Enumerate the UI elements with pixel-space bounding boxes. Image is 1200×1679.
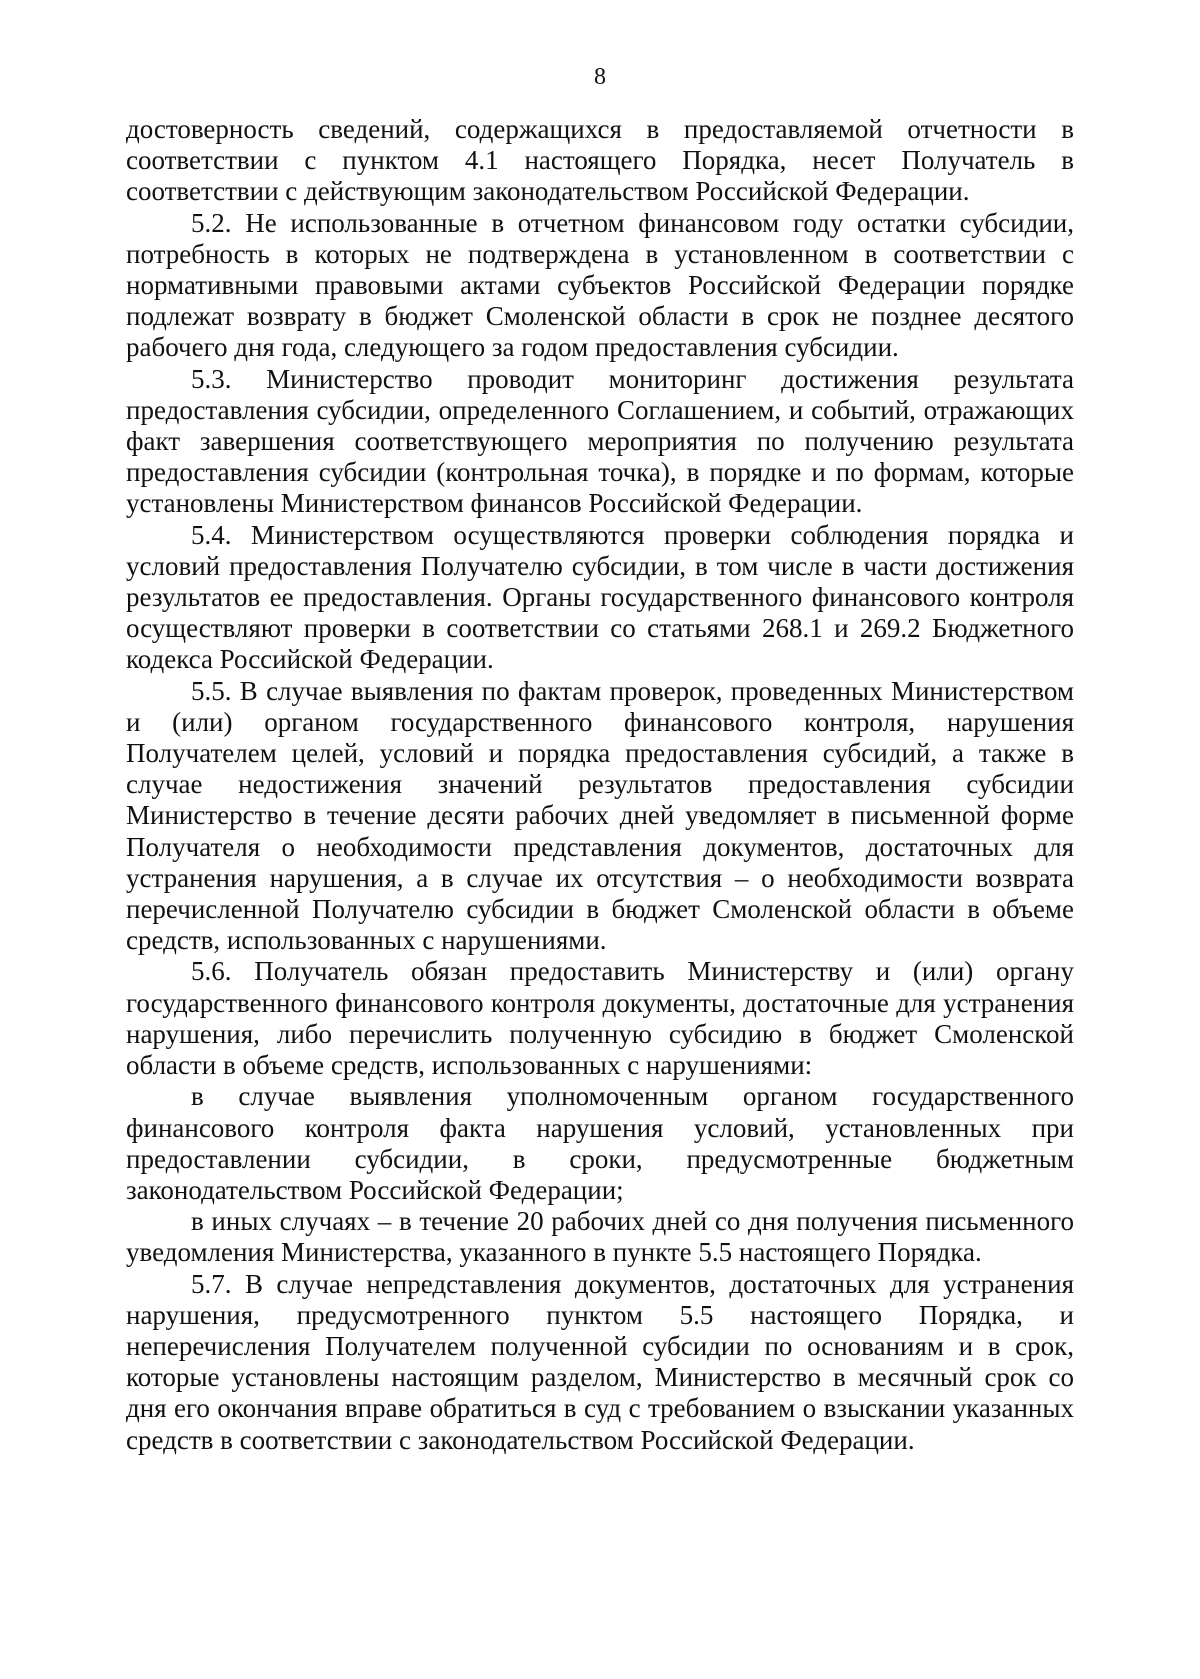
paragraph-5-6-case-a: в случае выявления уполномоченным органом государственного финансового контроля факта нарушения условий, установленных при предоставлении субсидии, в сроки, предусмотренные бюджетным законодательством Российской Федерации; [126, 1081, 1074, 1205]
paragraph-5-6: 5.6. Получатель обязан предоставить Министерству и (или) органу государственного финансового контроля документы, достаточные для устранения нарушения, либо перечислить полученную субсидию в бюджет Смоленской области в объеме средств, использованных с нарушениями: [126, 956, 1074, 1081]
paragraph-5-2: 5.2. Не использованные в отчетном финансовом году остатки субсидии, потребность в которых не подтверждена в установленном в соответствии с нормативными правовыми актами субъектов Российской Федерации порядке подлежат возврату в бюджет Смоленской области в срок не позднее десятого рабочего дня года, следующего за годом предоставления субсидии. [126, 207, 1074, 363]
paragraph-5-7: 5.7. В случае непредставления документов, достаточных для устранения нарушения, предусмотренного пунктом 5.5 настоящего Порядка, и неперечисления Получателем полученной субсидии по основаниям и в срок, которые установлены настоящим разделом, Министерство в месячный срок со дня его окончания вправе обратиться в суд с требованием о взыскании указанных средств в соответствии с законодательством Российской Федерации. [126, 1268, 1074, 1455]
paragraph-5-4: 5.4. Министерством осуществляются проверки соблюдения порядка и условий предоставления Получателю субсидии, в том числе в части достижения результатов ее предоставления. Органы государственного финансового контроля осуществляют проверки в соответствии со статьями 268.1 и 269.2 Бюджетного кодекса Российской Федерации. [126, 519, 1074, 675]
paragraph-continuation: достоверность сведений, содержащихся в предоставляемой отчетности в соответствии с пунктом 4.1 настоящего Порядка, несет Получатель в соответствии с действующим законодательством Российской Федерации. [126, 114, 1074, 207]
document-body [126, 114, 1074, 1456]
paragraph-5-6-case-b: в иных случаях – в течение 20 рабочих дней со дня получения письменного уведомления Министерства, указанного в пункте 5.5 настоящего Порядка. [126, 1206, 1074, 1268]
page-number: 8 [594, 64, 606, 90]
paragraph-5-3: 5.3. Министерство проводит мониторинг достижения результата предоставления субсидии, определенного Соглашением, и событий, отражающих факт завершения соответствующего мероприятия по получению результата предоставления субсидии (контрольная точка), в порядке и по формам, которые установлены Министерством финансов Российской Федерации. [126, 363, 1074, 519]
paragraph-5-5: 5.5. В случае выявления по фактам проверок, проведенных Министерством и (или) органом государственного финансового контроля, нарушения Получателем целей, условий и порядка предоставления субсидий, а также в случае недостижения значений результатов предоставления субсидии Министерство в течение десяти рабочих дней уведомляет в письменной форме Получателя о необходимости представления документов, достаточных для устранения нарушения, а в случае их отсутствия – о необходимости возврата перечисленной Получателю субсидии в бюджет Смоленской области в объеме средств, использованных с нарушениями. [126, 675, 1074, 956]
